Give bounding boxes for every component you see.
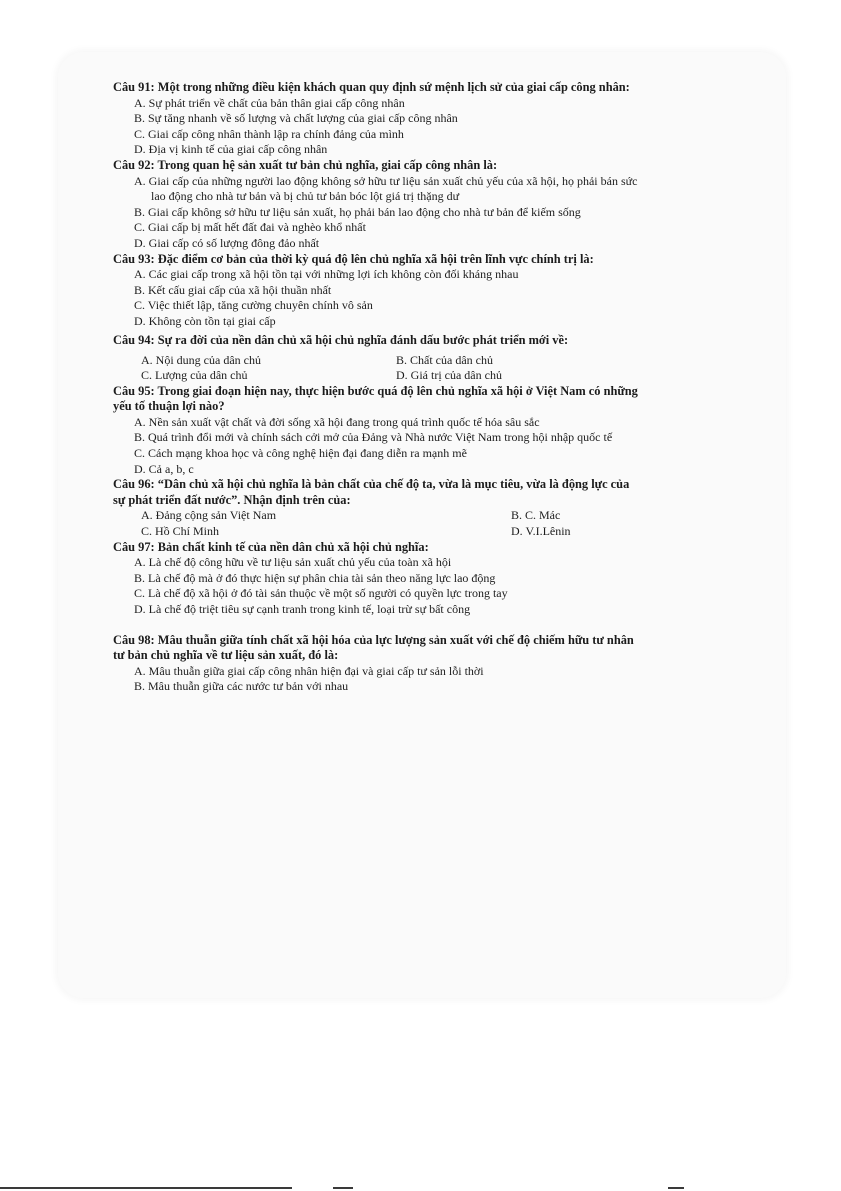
question-title: Câu 93: Đặc điểm cơ bản của thời kỳ quá độ lên chủ nghĩa xã hội trên lĩnh vực chính trị là: [113, 251, 594, 266]
option-row [141, 508, 643, 524]
question-list [113, 80, 643, 695]
answer-option: B. Mâu thuẫn giữa các nước tư bản với nhau [134, 679, 349, 694]
answer-option: A. Mâu thuẫn giữa giai cấp công nhân hiện đại và giai cấp tư sản lỗi thời [134, 663, 484, 678]
answer-option: B. Kết cấu giai cấp của xã hội thuần nhất [134, 282, 332, 297]
answer-option: B. Giai cấp không sở hữu tư liệu sản xuất, họ phải bán lao động cho nhà tư bản để kiếm sống [134, 204, 581, 219]
question-93 [113, 252, 643, 330]
option-row [141, 353, 643, 369]
answer-option: B. C. Mác [511, 508, 561, 523]
option-row [141, 368, 643, 384]
question-title: Câu 96: “Dân chủ xã hội chủ nghĩa là bản chất của chế độ ta, vừa là mục tiêu, vừa là động lực của sự phát triển đất nước”. Nhận định trên của: [113, 477, 630, 507]
question-98 [113, 633, 643, 695]
answer-option: D. Không còn tồn tại giai cấp [134, 313, 276, 328]
answer-option: D. Giá trị của dân chủ [396, 368, 502, 383]
answer-option: A. Nền sản xuất vật chất và đời sống xã hội đang trong quá trình quốc tế hóa sâu sắc [134, 414, 540, 429]
answer-option: D. Cả a, b, c [134, 461, 194, 476]
answer-option: C. Là chế độ xã hội ở đó tài sản thuộc về một số người có quyền lực trong tay [134, 586, 508, 601]
answer-option: A. Nội dung của dân chủ [141, 352, 261, 367]
answer-option: D. Là chế độ triệt tiêu sự cạnh tranh trong kinh tế, loại trừ sự bất công [134, 602, 471, 616]
question-95 [113, 384, 643, 478]
answer-option: A. Là chế độ công hữu về tư liệu sản xuất chủ yếu của toàn xã hội [134, 555, 452, 570]
answer-option: C. Việc thiết lập, tăng cường chuyên chính vô sản [134, 298, 373, 313]
answer-option: C. Hồ Chí Minh [141, 524, 220, 539]
question-97 [113, 540, 643, 618]
question-94 [113, 330, 643, 384]
answer-option: A. Giai cấp của những người lao động không sở hữu tư liệu sản xuất chủ yếu của xã hội, họ phải bán sức lao động cho nhà tư bản và bị chủ tư bản bóc lột giá trị thặng dư [134, 173, 638, 204]
question-title: Câu 94: Sự ra đời của nền dân chủ xã hội chủ nghĩa đánh dấu bước phát triển mới về: [113, 332, 569, 347]
question-title: Câu 98: Mâu thuẫn giữa tính chất xã hội hóa của lực lượng sản xuất với chế độ chiếm hữu tư nhân tư bản chủ nghĩa về tư liệu sản xuất, đó là: [113, 632, 634, 663]
question-title: Câu 92: Trong quan hệ sản xuất tư bản chủ nghĩa, giai cấp công nhân là: [113, 157, 498, 172]
question-title: Câu 91: Một trong những điều kiện khách quan quy định sứ mệnh lịch sử của giai cấp công nhân: [113, 80, 630, 94]
answer-option: C. Lượng của dân chủ [141, 368, 248, 383]
question-title: Câu 97: Bản chất kinh tế của nền dân chủ xã hội chủ nghĩa: [113, 539, 429, 554]
question-96 [113, 477, 643, 539]
answer-option: B. Là chế độ mà ở đó thực hiện sự phân chia tài sản theo năng lực lao động [134, 570, 496, 585]
question-92 [113, 158, 643, 252]
answer-option: C. Giai cấp công nhân thành lập ra chính đảng của mình [134, 126, 404, 141]
answer-option: A. Đảng cộng sản Việt Nam [141, 508, 277, 523]
answer-option: A. Sự phát triển về chất của bản thân giai cấp công nhân [134, 95, 405, 110]
answer-option: D. Địa vị kinh tế của giai cấp công nhân [134, 142, 328, 157]
question-title: Câu 95: Trong giai đoạn hiện nay, thực hiện bước quá độ lên chủ nghĩa xã hội ở Việt Nam có những yếu tố thuận lợi nào? [113, 383, 638, 414]
bottom-divider [668, 1187, 684, 1189]
answer-option: D. V.I.Lênin [511, 524, 571, 539]
answer-option: D. Giai cấp có số lượng đông đảo nhất [134, 235, 320, 250]
answer-option: C. Cách mạng khoa học và công nghệ hiện đại đang diễn ra mạnh mẽ [134, 446, 467, 461]
question-91 [113, 80, 643, 158]
answer-option: A. Các giai cấp trong xã hội tồn tại với những lợi ích không còn đối kháng nhau [134, 267, 519, 282]
bottom-divider [333, 1187, 353, 1189]
bottom-divider [0, 1187, 292, 1189]
answer-option: B. Quá trình đổi mới và chính sách cởi mở của Đảng và Nhà nước Việt Nam trong hội nhập quốc tế [134, 430, 613, 445]
answer-option: B. Sự tăng nhanh về số lượng và chất lượng của giai cấp công nhân [134, 111, 458, 126]
answer-option: B. Chất của dân chủ [396, 352, 493, 367]
answer-option: C. Giai cấp bị mất hết đất đai và nghèo khổ nhất [134, 220, 366, 235]
option-row [141, 524, 643, 540]
